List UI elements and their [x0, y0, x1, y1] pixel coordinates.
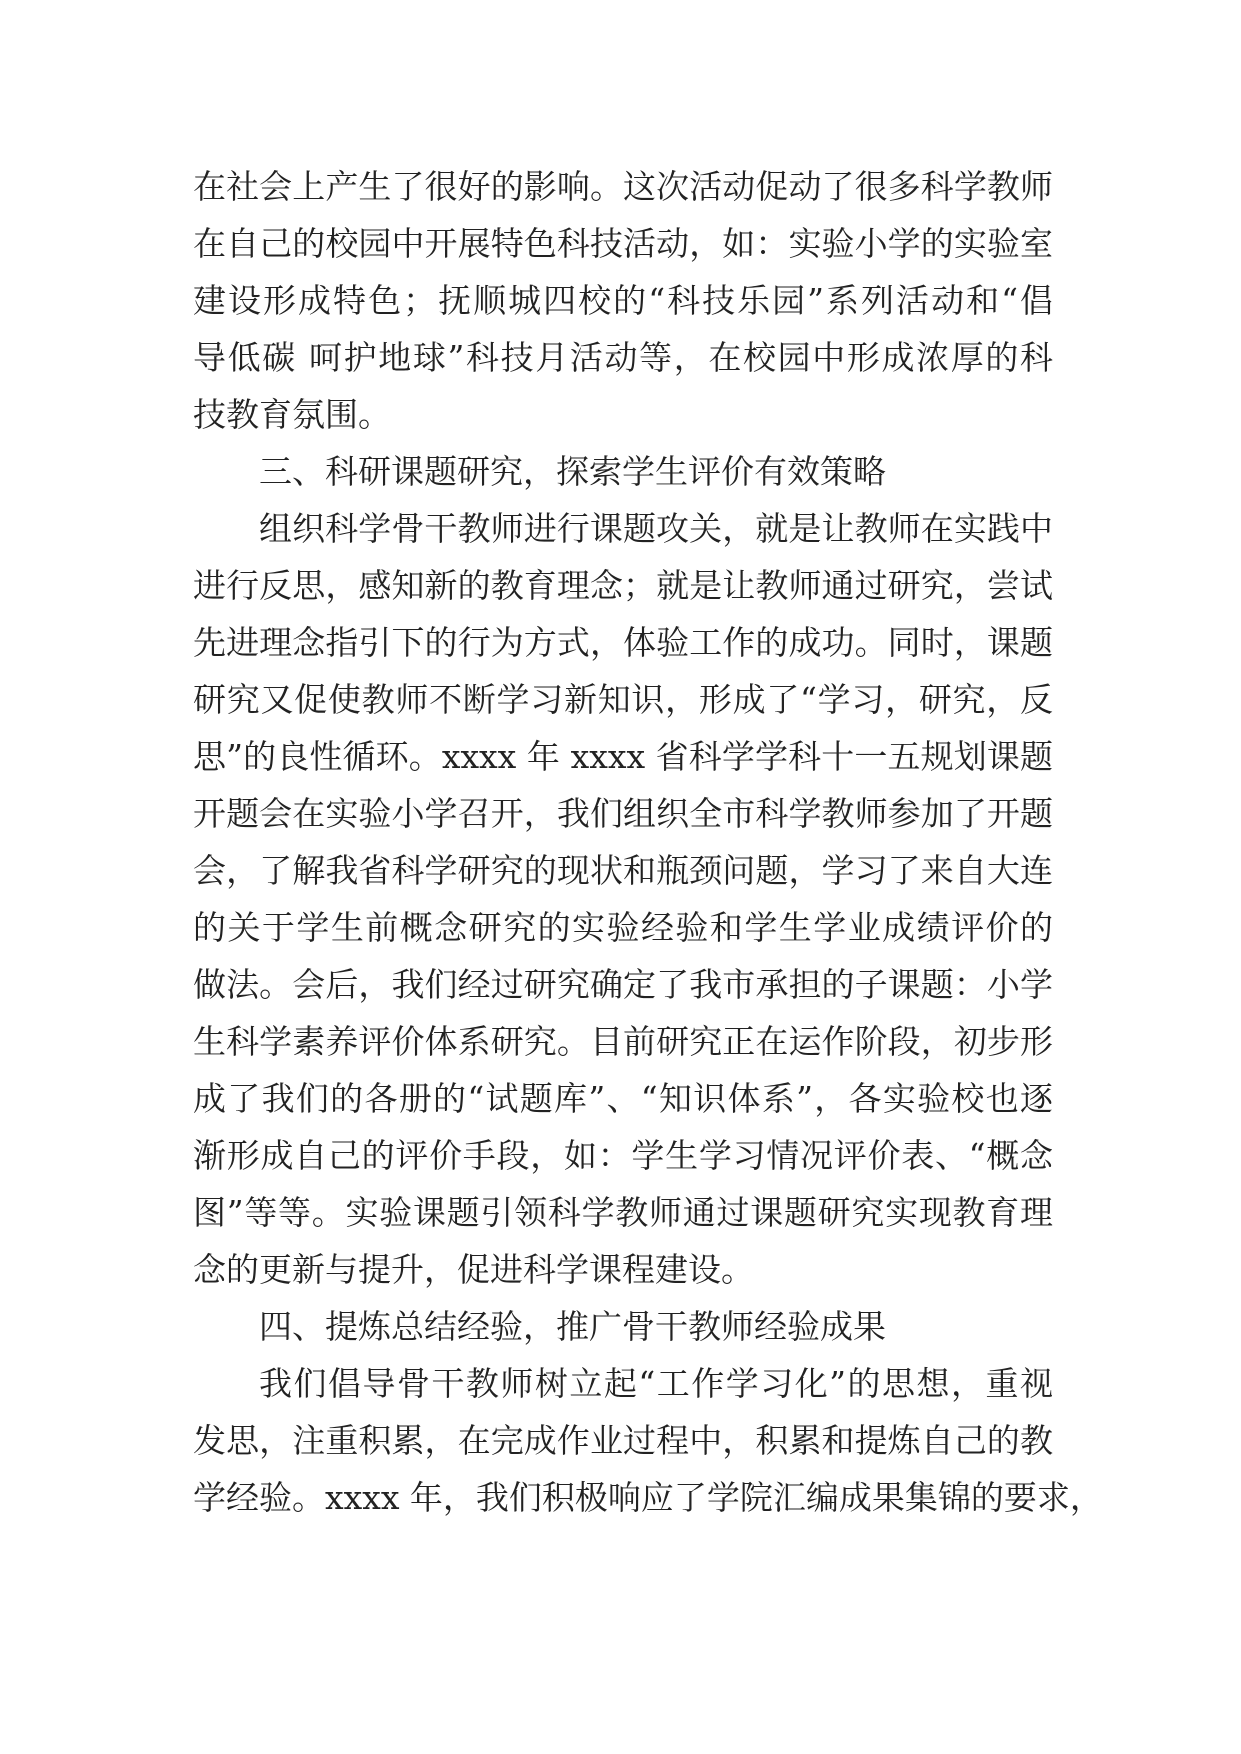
paragraph-line: 技教育氛围。	[193, 395, 391, 434]
paragraph-line: 开题会在实验小学召开，我们组织全市科学教师参加了开题	[193, 794, 1053, 833]
paragraph-line: 图”等等。实验课题引领科学教师通过课题研究实现教育理	[193, 1193, 1053, 1232]
paragraph-line: 建设形成特色；抚顺城四校的“科技乐园”系列活动和“倡	[193, 281, 1053, 320]
paragraph-line: 念的更新与提升，促进科学课程建设。	[193, 1250, 754, 1289]
document-page	[193, 158, 1103, 1526]
paragraph-line: 会，了解我省科学研究的现状和瓶颈问题，学习了来自大连	[193, 851, 1053, 890]
paragraph-line: 在社会上产生了很好的影响。这次活动促动了很多科学教师	[193, 167, 1053, 206]
paragraph-line: 思”的良性循环。xxxx 年 xxxx 省科学学科十一五规划课题	[193, 737, 1053, 776]
paragraph-line: 导低碳 呵护地球”科技月活动等，在校园中形成浓厚的科	[193, 338, 1053, 377]
paragraph-line: 的关于学生前概念研究的实验经验和学生学业成绩评价的	[193, 908, 1053, 947]
paragraph-line: 组织科学骨干教师进行课题攻关，就是让教师在实践中	[259, 509, 1053, 548]
paragraph-line: 进行反思，感知新的教育理念；就是让教师通过研究，尝试	[193, 566, 1053, 605]
paragraph-line: 发思，注重积累，在完成作业过程中，积累和提炼自己的教	[193, 1421, 1053, 1460]
section-heading: 三、科研课题研究，探索学生评价有效策略	[259, 452, 886, 491]
paragraph-line: 渐形成自己的评价手段，如：学生学习情况评价表、“概念	[193, 1136, 1053, 1175]
paragraph-line: 在自己的校园中开展特色科技活动，如：实验小学的实验室	[193, 224, 1053, 263]
section-heading: 四、提炼总结经验，推广骨干教师经验成果	[259, 1307, 886, 1346]
paragraph-line: 做法。会后，我们经过研究确定了我市承担的子课题：小学	[193, 965, 1053, 1004]
paragraph-line: 成了我们的各册的“试题库”、“知识体系”，各实验校也逐	[193, 1079, 1053, 1118]
paragraph-line: 生科学素养评价体系研究。目前研究正在运作阶段，初步形	[193, 1022, 1053, 1061]
paragraph-line: 学经验。xxxx 年，我们积极响应了学院汇编成果集锦的要求，	[193, 1478, 1103, 1517]
paragraph-line: 先进理念指引下的行为方式，体验工作的成功。同时，课题	[193, 623, 1053, 662]
paragraph-line: 我们倡导骨干教师树立起“工作学习化”的思想，重视	[259, 1364, 1053, 1403]
paragraph-line: 研究又促使教师不断学习新知识，形成了“学习，研究，反	[193, 680, 1053, 719]
